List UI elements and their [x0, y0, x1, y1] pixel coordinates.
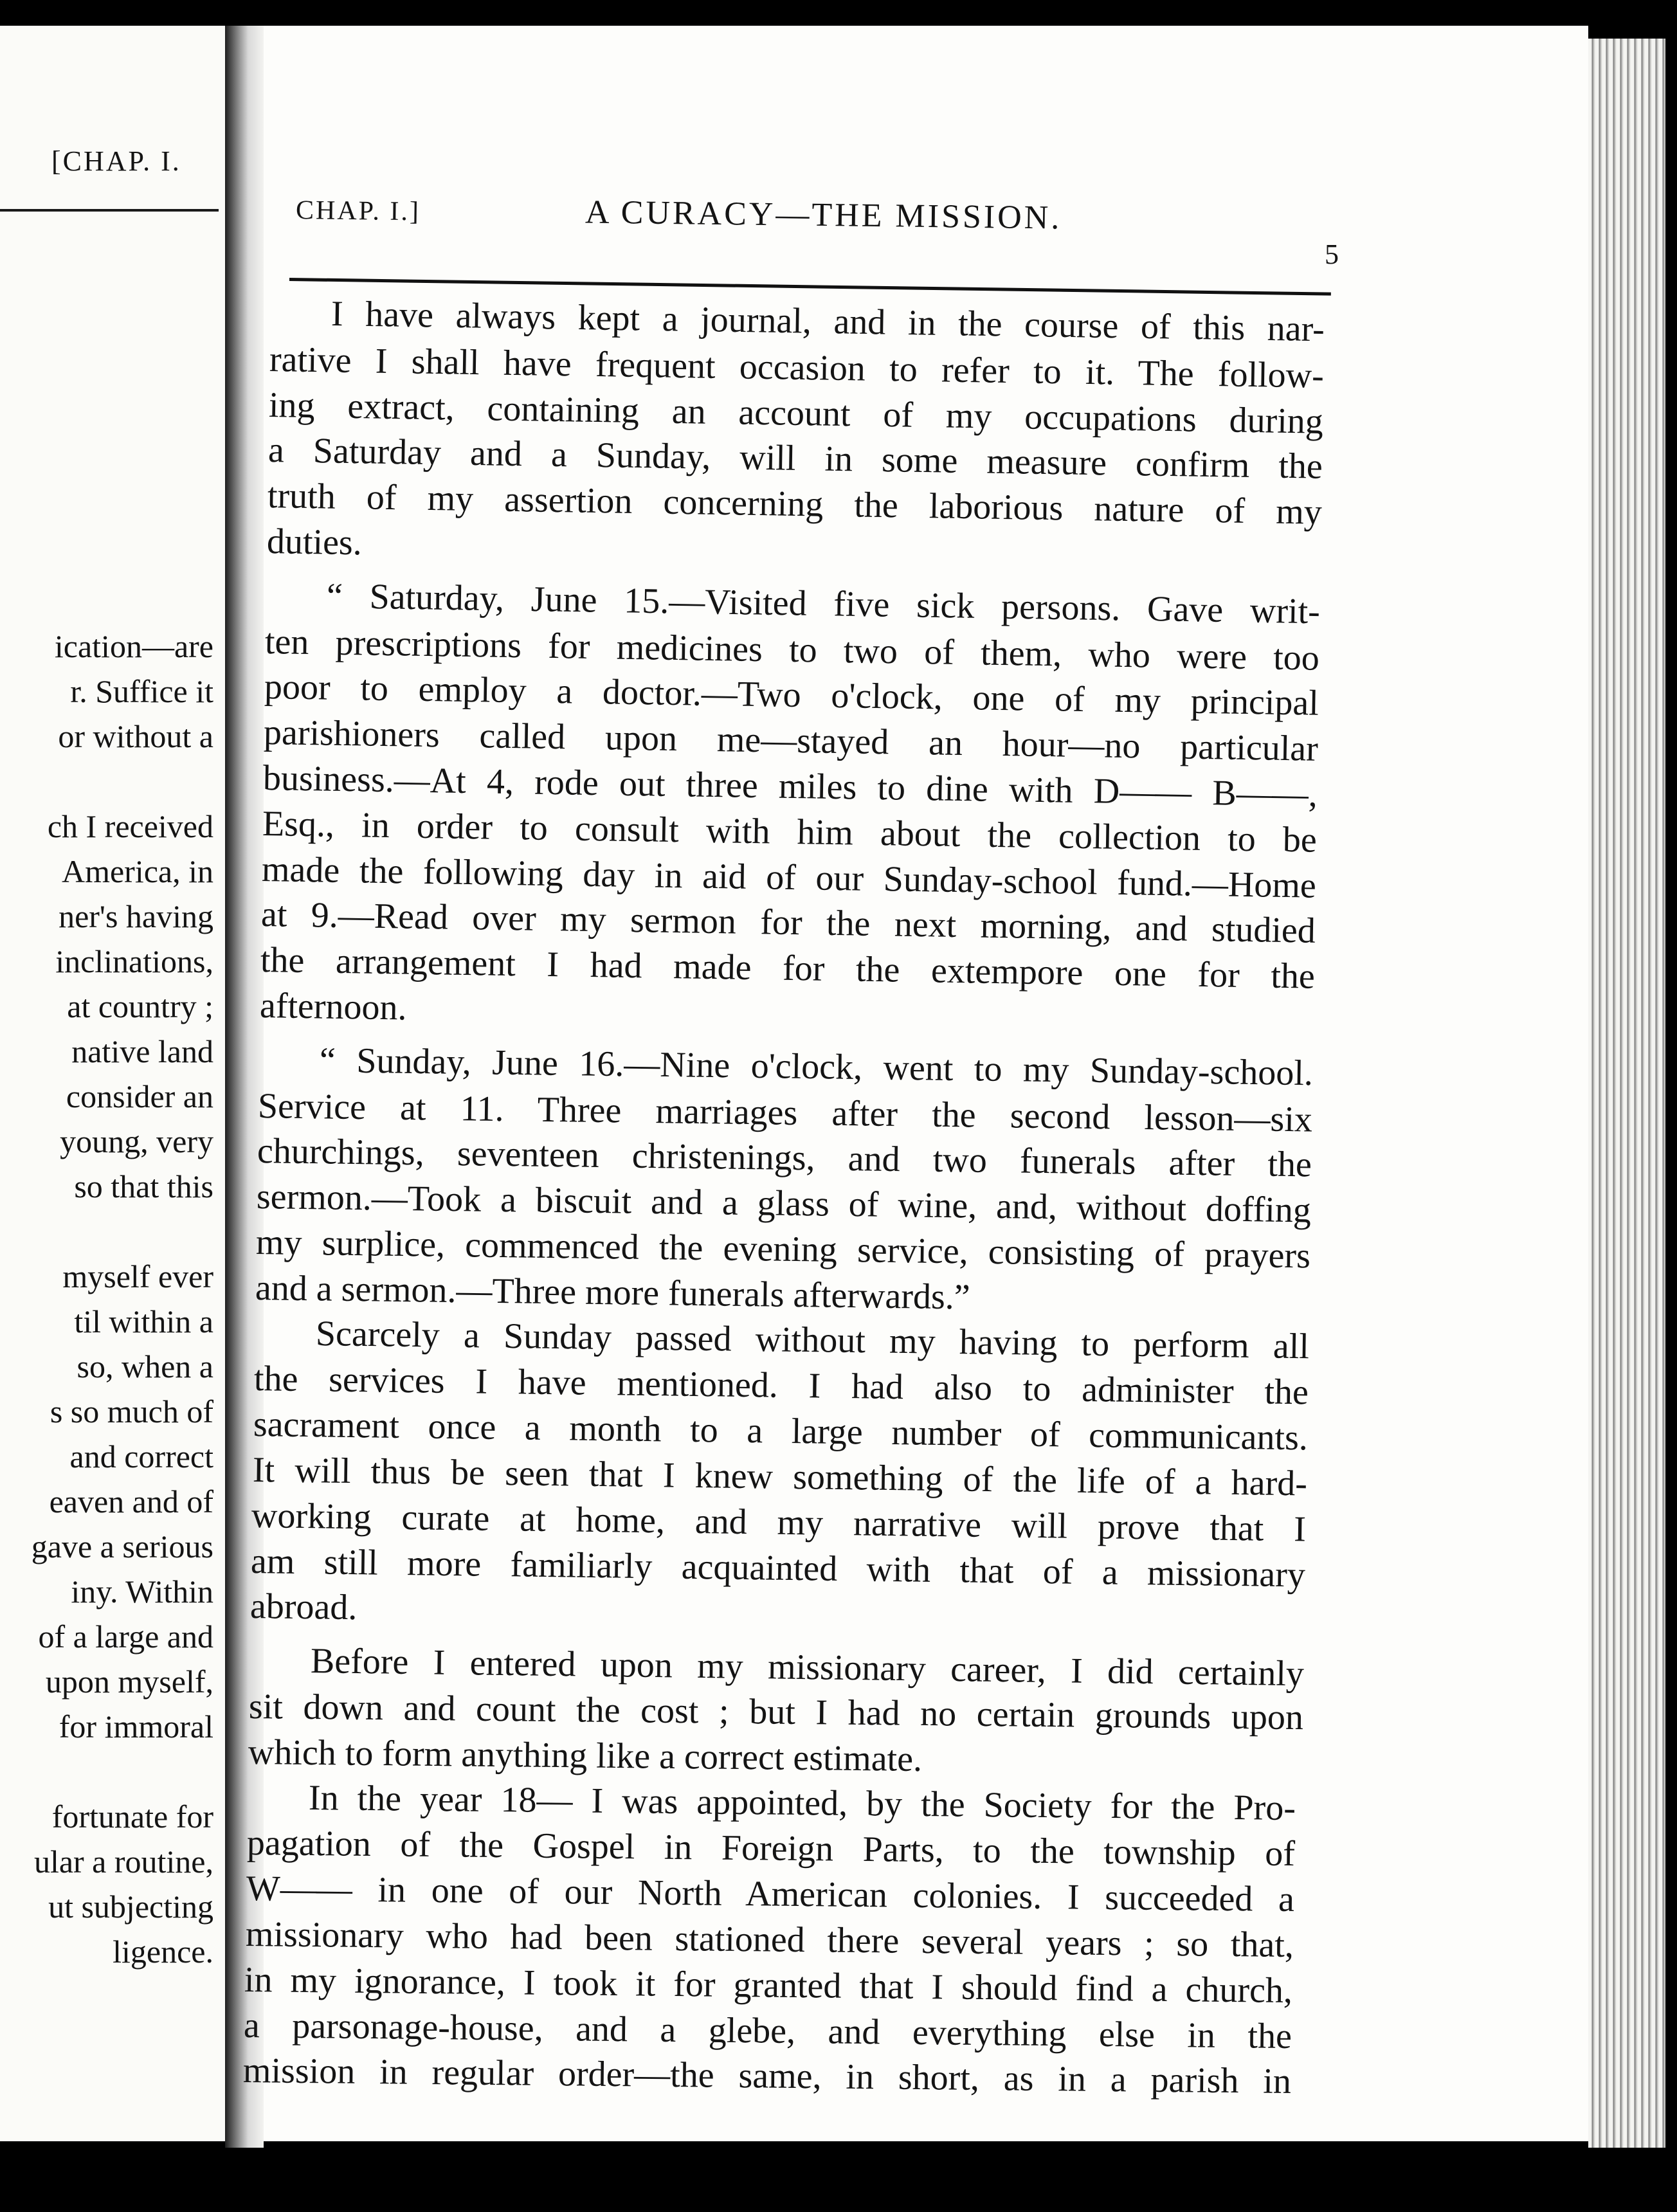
left-text-line [0, 1749, 213, 1794]
page-title: A CURACY—THE MISSION. [585, 194, 1062, 237]
chapter-label: CHAP. I.] [295, 195, 421, 227]
text-line: afternoon. [259, 986, 407, 1028]
text-line: the services I have mentioned. I had also to administer the [253, 1359, 1309, 1413]
left-text-line: young, very [60, 1123, 213, 1159]
text-line: W—— in one of our North American colonies. I succeeded a [246, 1869, 1294, 1920]
left-text-line: so, when a [77, 1348, 213, 1384]
text-line: I have always kept a journal, and in the course of this nar- [331, 294, 1325, 350]
left-text-line: iny. Within [71, 1573, 213, 1609]
text-line: working curate at home, and my narrative will prove that I [251, 1495, 1307, 1550]
left-running-head: [CHAP. I. [51, 145, 181, 177]
left-text-line: ch I received [47, 808, 213, 844]
text-line: “ Saturday, June 15.—Visited five sick persons. Gave writ- [326, 576, 1321, 632]
left-text-line: and correct [69, 1438, 213, 1474]
text-line: sit down and count the cost ; but I had no certain grounds upon [248, 1687, 1304, 1738]
text-line: am still more familiarly acquainted with that of a missionary [250, 1541, 1306, 1595]
page-edges [1588, 39, 1665, 2148]
text-line: pagation of the Gospel in Foreign Parts, to the township of [246, 1823, 1295, 1874]
text-line: ten prescriptions for medicines to two of them, who were too [264, 621, 1320, 678]
text-line: my surplice, commenced the evening service, consisting of prayers [255, 1222, 1311, 1276]
text-line: at 9.—Read over my sermon for the next morning, and studied [260, 894, 1316, 952]
text-line: business.—At 4, rode out three miles to dine with D—— B——, [262, 758, 1318, 815]
left-header-rule [0, 209, 219, 212]
left-text-line: r. Suffice it [70, 673, 213, 709]
left-text-line: inclinations, [55, 943, 213, 979]
left-text-line: America, in [61, 853, 213, 889]
text-line: In the year 18— I was appointed, by the Society for the Pro- [308, 1777, 1296, 1828]
left-text-line: myself ever [62, 1258, 213, 1294]
left-text-line: eaven and of [49, 1483, 213, 1519]
text-line: Esq., in order to consult with him about the collection to be [262, 803, 1318, 860]
text-line: Scarcely a Sunday passed without my having to perform all [315, 1313, 1310, 1366]
text-line: poor to employ a doctor.—Two o'clock, one of my principal [264, 667, 1319, 724]
scan-border-bottom [0, 2173, 1677, 2212]
left-text-line: so that this [74, 1168, 213, 1204]
left-text-line: til within a [74, 1303, 213, 1339]
text-line: a parsonage-house, and a glebe, and everything else in the [243, 2005, 1292, 2056]
left-text-line: s so much of [50, 1393, 213, 1429]
text-line: Before I entered upon my missionary career, I did certainly [310, 1641, 1305, 1694]
text-line: sermon.—Took a biscuit and a glass of wine, and, without doffing [256, 1177, 1312, 1231]
text-line: ing extract, containing an account of my occupations during [268, 385, 1324, 442]
left-text-line: ligence. [113, 1934, 213, 1970]
page-number: 5 [1325, 239, 1339, 270]
text-line: and a sermon.—Three more funerals afterwards.” [255, 1267, 970, 1318]
text-line: sacrament once a month to a large number of communicants. [253, 1404, 1308, 1458]
left-text-line: fortunate for [51, 1799, 213, 1835]
left-text-line: native land [71, 1033, 213, 1069]
text-line: duties. [266, 521, 362, 563]
left-text-line [0, 1209, 213, 1254]
left-text-line: ner's having [59, 898, 213, 934]
left-text-line: ular a routine, [33, 1844, 213, 1880]
left-text-line: for immoral [59, 1709, 213, 1745]
text-line: abroad. [249, 1586, 358, 1628]
text-line: missionary who had been stationed there several years ; so that, [245, 1914, 1294, 1966]
text-line: “ Sunday, June 16.—Nine o'clock, went to my Sunday-school. [319, 1040, 1314, 1094]
text-line: truth of my assertion concerning the laborious nature of my [267, 476, 1322, 532]
left-text-line: ut subjecting [48, 1889, 213, 1925]
text-line: in my ignorance, I took it for granted that I should find a church, [244, 1959, 1293, 2011]
left-text-line: or without a [58, 718, 213, 754]
left-text-line: upon myself, [45, 1664, 213, 1700]
left-page-text [0, 624, 213, 1974]
text-line: mission in regular order—the same, in short, as in a parish in [242, 2051, 1292, 2102]
text-line: the arrangement I had made for the extempore one for the [260, 940, 1315, 997]
text-line: made the following day in aid of our Sunday-school fund.—Home [261, 849, 1317, 906]
left-text-line: ication—are [54, 628, 213, 664]
running-head [296, 190, 1338, 248]
text-line: rative I shall have frequent occasion to refer to it. The follow- [269, 339, 1325, 396]
text-line: Service at 11. Three marriages after the second lesson—six [257, 1085, 1313, 1140]
text-line: which to form anything like a correct estimate. [248, 1732, 923, 1779]
left-text-line: consider an [66, 1078, 213, 1114]
text-line: It will thus be seen that I knew something of the life of a hard- [252, 1450, 1307, 1504]
text-line: churchings, seventeen christenings, and two funerals after the [257, 1131, 1312, 1185]
left-text-line: gave a serious [31, 1528, 213, 1564]
left-text-line: of a large and [38, 1618, 213, 1654]
text-line: parishioners called upon me—stayed an hour—no particular [263, 712, 1319, 769]
left-text-line: at country ; [67, 988, 213, 1024]
text-line: a Saturday and a Sunday, will in some measure confirm the [267, 430, 1323, 487]
left-page [0, 26, 225, 2141]
left-text-line [0, 759, 213, 804]
right-page [242, 26, 1588, 2141]
